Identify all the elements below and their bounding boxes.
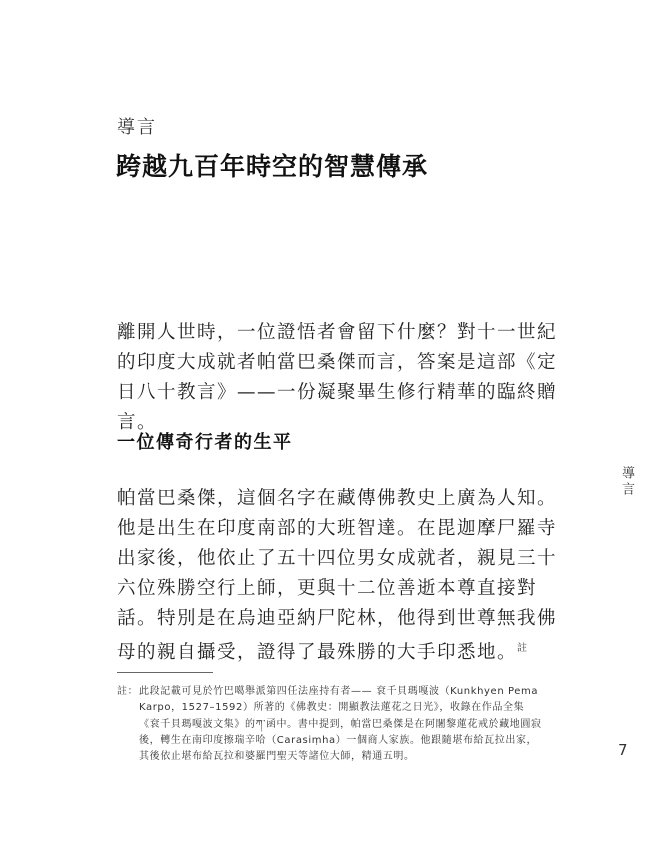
footnote-text: 此段記載可見於竹巴噶舉派第四任法座持有者—— 袞千貝瑪嘎波（Kunkhyen Pema Karpo，1527–1592）所著的《佛教史：開顯教法蓮花之日光》，收錄在作品全集《袞千貝瑪嘎波文集》的ཀ་函中。書中提到，帕當巴桑傑是在阿闍黎蓮花戒於藏地圓寂後，轉生在南印度擦瑞辛哈（Carasiṃha）一個商人家族。他跟隨堪布給瓦拉出家，其後依止堪布給瓦拉和婆羅門聖天等諸位大師，精通五明。 [139,686,542,763]
chapter-title: 跨越九百年時空的智慧傳承 [116,152,429,181]
side-running-head: 導言 [619,466,634,498]
footnote [117,684,545,765]
page-number: 7 [618,741,628,759]
footnote-divider [117,672,213,673]
footnote-label: 註： [117,686,139,697]
section-heading: 一位傳奇行者的生平 [117,432,293,453]
intro-paragraph: 離開人世時，一位證悟者會留下什麼？對十一世紀的印度大成就者帕當巴桑傑而言，答案是這部《定日八十教言》——一份凝聚畢生修行精華的臨終贈言。 [117,322,558,433]
bio-paragraph-text: 帕當巴桑傑，這個名字在藏傳佛教史上廣為人知。他是出生在印度南部的大班智達。在毘迦摩尸羅寺出家後，他依止了五十四位男女成就者，親見三十六位殊勝空行上師，更與十二位善逝本尊直接對話。特別是在烏迪亞納尸陀林，他得到世尊無我佛母的親自攝受，證得了最殊勝的大手印悉地。 [117,488,558,664]
footnote-marker[interactable]: 註 [517,643,528,654]
chapter-label: 導言 [117,117,157,138]
bio-paragraph [117,484,557,668]
